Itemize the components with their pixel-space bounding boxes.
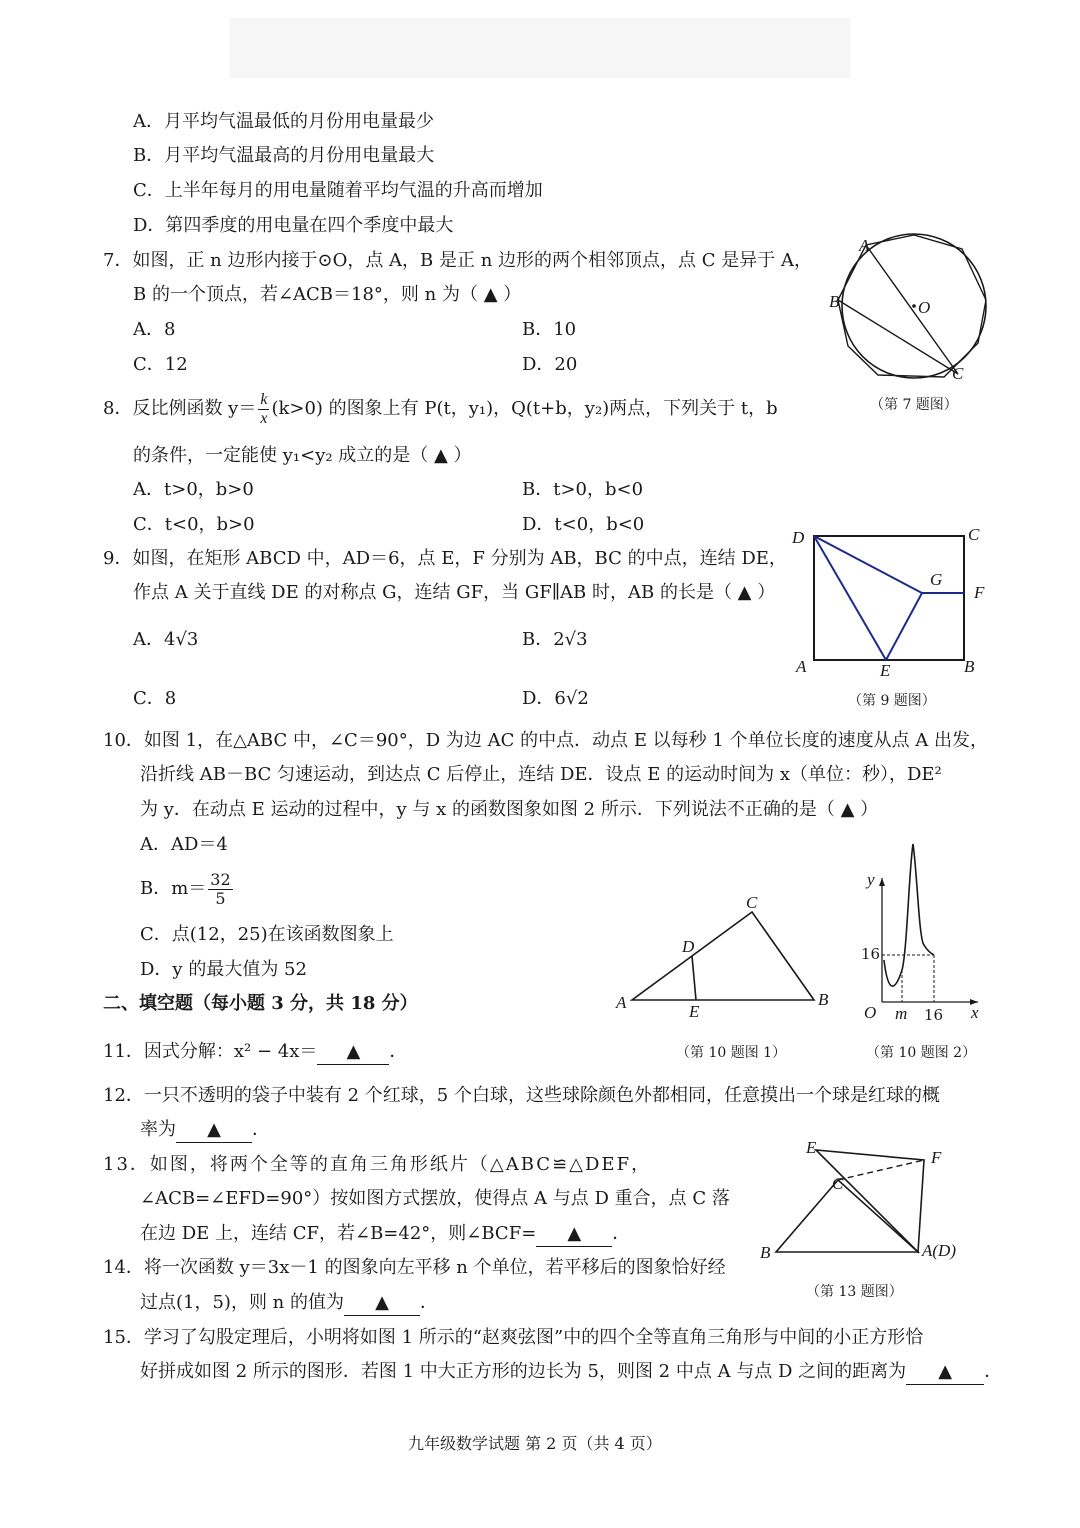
q13-label-c: C bbox=[832, 1174, 844, 1193]
q10-fig2-label-o: O bbox=[864, 1003, 877, 1022]
q13-answer-blank[interactable]: ▲ bbox=[536, 1222, 612, 1247]
q8-stem-lead: 8．反比例函数 y＝ bbox=[103, 398, 257, 419]
q9-figure-rectangle bbox=[808, 530, 973, 670]
q8-fraction bbox=[258, 391, 269, 428]
q11-answer-blank[interactable]: ▲ bbox=[317, 1040, 389, 1065]
q12-stem-tail: ． bbox=[252, 1119, 270, 1140]
q13-label-ad: A(D) bbox=[922, 1241, 956, 1260]
q6-option-d: D．第四季度的用电量在四个季度中最大 bbox=[133, 215, 454, 236]
q13-stem-line3 bbox=[140, 1222, 630, 1247]
q8-fraction-den: x bbox=[260, 409, 268, 427]
q8-stem-tail: (k>0) 的图象上有 P(t，y₁)，Q(t+b，y₂)两点，下列关于 t，b bbox=[271, 398, 778, 419]
q7-stem-line1: 7．如图，正 n 边形内接于⊙O，点 A，B 是正 n 边形的两个相邻顶点，点 C 是异于 A， bbox=[103, 250, 812, 271]
q15-answer-blank[interactable]: ▲ bbox=[906, 1360, 984, 1385]
q10-option-c: C．点(12，25)在该函数图象上 bbox=[140, 924, 394, 945]
q8-option-b: B．t>0，b<0 bbox=[522, 479, 644, 500]
q15-stem-line2 bbox=[140, 1360, 1002, 1385]
scan-header-band bbox=[230, 18, 850, 78]
q15-stem-line1: 15．学习了勾股定理后，小明将如图 1 所示的“赵爽弦图”中的四个全等直角三角形与中间的小正方形恰 bbox=[103, 1327, 924, 1348]
q10-fig1-label-d: D bbox=[682, 937, 695, 956]
q7-figure-circle-polygon bbox=[826, 228, 996, 388]
q11-stem bbox=[103, 1040, 407, 1065]
q11-stem-lead: 11．因式分解：x² − 4x＝ bbox=[103, 1041, 318, 1062]
q13-label-e: E bbox=[806, 1138, 817, 1157]
q13-stem-lead: 在边 DE 上，连结 CF，若∠B=42°，则∠BCF= bbox=[140, 1223, 537, 1244]
q10-fig2-label-y: y bbox=[867, 870, 875, 889]
q10-option-b-den: 5 bbox=[215, 888, 226, 908]
q9-label-c: C bbox=[968, 525, 980, 544]
page-footer: 九年级数学试题 第 2 页（共 4 页） bbox=[408, 1434, 662, 1453]
q13-stem-line2: ∠ACB=∠EFD=90°）按如图方式摆放，使得点 A 与点 D 重合，点 C 落 bbox=[140, 1188, 730, 1209]
q10-stem-line2: 沿折线 AB－BC 匀速运动，到达点 C 后停止，连结 DE．设点 E 的运动时间为 x（单位：秒），DE² bbox=[140, 764, 942, 785]
q12-stem-line2 bbox=[140, 1118, 270, 1143]
q15-stem-lead: 好拼成如图 2 所示的图形．若图 1 中大正方形的边长为 5，则图 2 中点 A 与点 D 之间的距离为 bbox=[140, 1361, 907, 1382]
q7-label-c: C bbox=[952, 364, 964, 383]
q10-stem-line1: 10．如图 1，在△ABC 中，∠C＝90°，D 为边 AC 的中点．动点 E 以每秒 1 个单位长度的速度从点 A 出发， bbox=[103, 730, 989, 751]
q13-figure-triangles bbox=[770, 1140, 940, 1258]
q9-label-d: D bbox=[792, 528, 805, 547]
q8-stem-line1 bbox=[103, 387, 778, 431]
q7-option-a: A．8 bbox=[133, 319, 176, 340]
q9-option-b: B．2√3 bbox=[522, 629, 588, 650]
q14-stem-line1: 14．将一次函数 y＝3x－1 的图象向左平移 n 个单位，若平移后的图象恰好经 bbox=[103, 1257, 726, 1278]
q8-stem-line2: 的条件，一定能使 y₁<y₂ 成立的是（ ▲ ） bbox=[133, 445, 472, 466]
q10-fig2-label-m: m bbox=[895, 1004, 908, 1023]
q9-stem-line2: 作点 A 关于直线 DE 的对称点 G，连结 GF，当 GF∥AB 时，AB 的长是（ ▲ ） bbox=[133, 582, 776, 603]
q15-stem-tail: ． bbox=[984, 1361, 1003, 1382]
q10-figure-1-triangle bbox=[628, 900, 828, 1012]
q9-stem-line1: 9．如图，在矩形 ABCD 中，AD＝6，点 E，F 分别为 AB，BC 的中点，连结 DE， bbox=[103, 548, 787, 569]
q11-stem-tail: ． bbox=[389, 1041, 408, 1062]
q6-option-a: A．月平均气温最低的月份用电量最少 bbox=[133, 111, 434, 132]
q10-fig2-label-x: x bbox=[971, 1003, 979, 1022]
q7-label-a: A bbox=[859, 236, 870, 255]
q14-stem-line2 bbox=[140, 1291, 438, 1316]
q10-fig1-caption: （第 10 题图 1） bbox=[676, 1045, 787, 1061]
q8-option-a: A．t>0，b>0 bbox=[133, 479, 254, 500]
q9-option-c: C．8 bbox=[133, 688, 177, 709]
q7-option-d: D．20 bbox=[522, 354, 578, 375]
q10-fig1-label-c: C bbox=[746, 893, 758, 912]
q13-stem-tail: ． bbox=[612, 1223, 631, 1244]
q10-option-b-lead: B．m＝ bbox=[140, 878, 207, 899]
q13-caption: （第 13 题图） bbox=[806, 1284, 903, 1300]
q9-caption: （第 9 题图） bbox=[848, 693, 936, 709]
q7-option-c: C．12 bbox=[133, 354, 188, 375]
q13-stem-line1: 13．如图，将两个全等的直角三角形纸片（△ABC≌△DEF， bbox=[103, 1154, 652, 1175]
q9-label-g: G bbox=[930, 570, 943, 589]
q9-option-a: A．4√3 bbox=[133, 629, 199, 650]
q9-label-f: F bbox=[974, 583, 985, 602]
q10-fig1-label-e: E bbox=[689, 1002, 700, 1021]
q7-option-b: B．10 bbox=[522, 319, 577, 340]
q10-figure-2-graph bbox=[862, 840, 982, 1020]
q10-fig2-label-16-y: 16 bbox=[861, 945, 881, 963]
q10-fig1-label-b: B bbox=[818, 990, 829, 1009]
q8-fraction-num: k bbox=[260, 390, 268, 408]
q7-stem-line2: B 的一个顶点，若∠ACB＝18°，则 n 为（ ▲ ） bbox=[133, 284, 522, 305]
q9-label-a: A bbox=[796, 657, 807, 676]
q9-option-d: D．6√2 bbox=[522, 688, 589, 709]
q10-option-b-num: 32 bbox=[210, 869, 231, 889]
q12-answer-blank[interactable]: ▲ bbox=[176, 1118, 252, 1143]
q8-option-c: C．t<0，b>0 bbox=[133, 514, 255, 535]
q10-option-b-fraction bbox=[208, 871, 232, 908]
q10-stem-line3: 为 y．在动点 E 运动的过程中，y 与 x 的函数图象如图 2 所示．下列说法不正确的是（ ▲ ） bbox=[140, 799, 879, 820]
q10-fig1-label-a: A bbox=[616, 993, 627, 1012]
q10-option-d: D．y 的最大值为 52 bbox=[140, 959, 307, 980]
q10-fig2-label-16-x: 16 bbox=[924, 1006, 944, 1024]
q14-stem-tail: ． bbox=[420, 1292, 438, 1313]
q14-stem-lead: 过点(1，5)，则 n 的值为 bbox=[140, 1292, 344, 1313]
q10-fig2-caption: （第 10 题图 2） bbox=[866, 1045, 977, 1061]
q13-label-f: F bbox=[931, 1148, 942, 1167]
q10-option-a: A．AD＝4 bbox=[140, 834, 228, 855]
q8-option-d: D．t<0，b<0 bbox=[522, 514, 645, 535]
q7-label-b: B bbox=[829, 292, 840, 311]
q13-label-b: B bbox=[760, 1243, 771, 1262]
q7-label-o: O bbox=[918, 298, 931, 317]
q7-caption: （第 7 题图） bbox=[870, 397, 958, 413]
q12-stem-lead: 率为 bbox=[140, 1119, 176, 1140]
q10-option-b bbox=[140, 866, 235, 912]
section-2-heading: 二、填空题（每小题 3 分，共 18 分） bbox=[103, 993, 418, 1014]
q9-label-e: E bbox=[880, 661, 891, 680]
q6-option-b: B．月平均气温最高的月份用电量最大 bbox=[133, 145, 435, 166]
q14-answer-blank[interactable]: ▲ bbox=[344, 1291, 420, 1316]
q9-label-b: B bbox=[964, 657, 975, 676]
q6-option-c: C．上半年每月的用电量随着平均气温的升高而增加 bbox=[133, 180, 543, 201]
q12-stem-line1: 12．一只不透明的袋子中装有 2 个红球，5 个白球，这些球除颜色外都相同，任意摸出一个球是红球的概 bbox=[103, 1085, 940, 1106]
